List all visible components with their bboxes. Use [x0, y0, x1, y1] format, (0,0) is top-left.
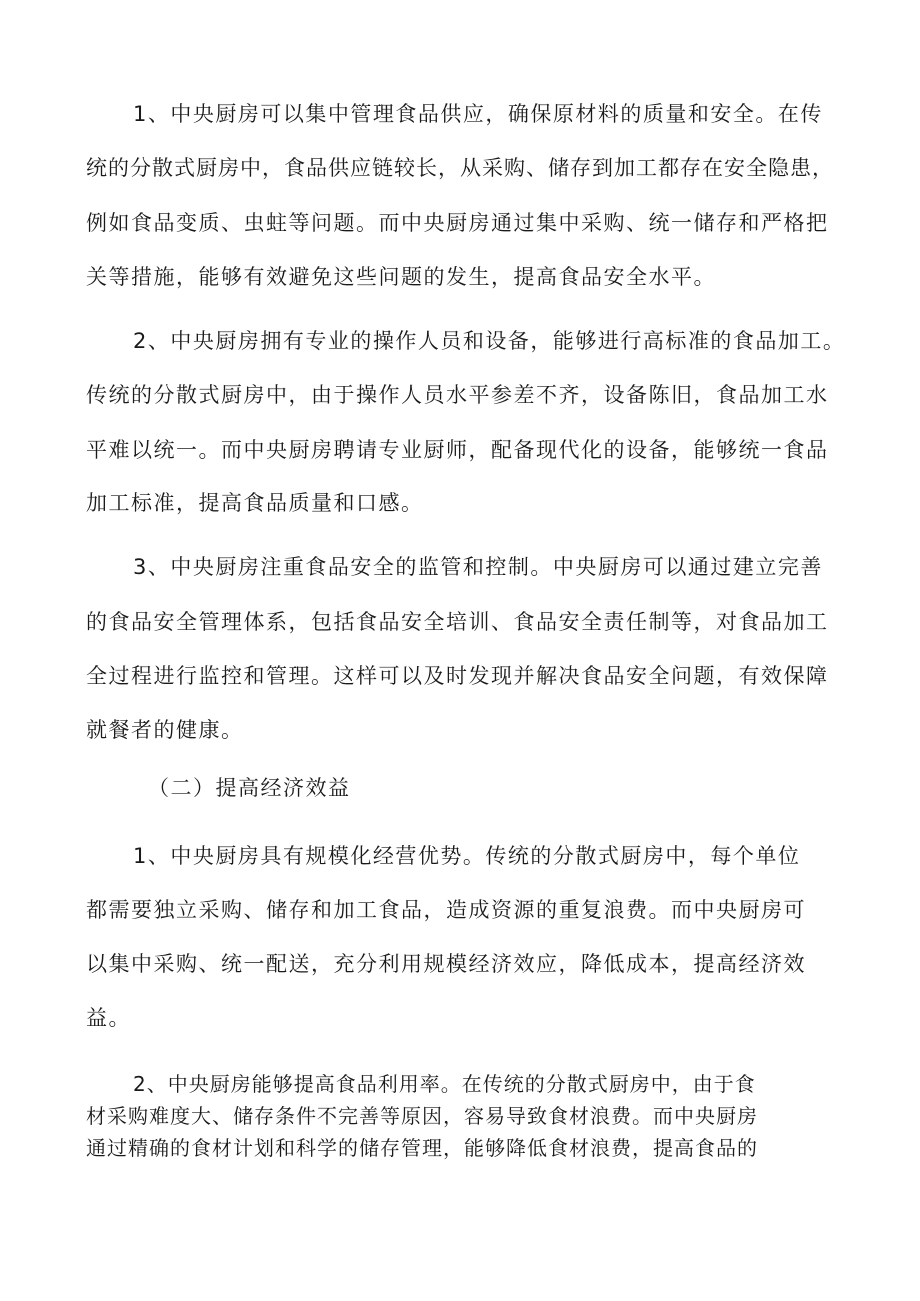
paragraph-5-line-1: 2、中央厨房能够提高食品利用率。在传统的分散式厨房中，由于食 [133, 1072, 756, 1096]
paragraph-2-line-4: 加工标准，提高食品质量和口感。 [86, 491, 424, 515]
paragraph-1-line-1: 1、中央厨房可以集中管理食品供应，确保原材料的质量和安全。在传 [133, 102, 823, 126]
paragraph-2-line-3: 平难以统一。而中央厨房聘请专业厨师，配备现代化的设备，能够统一食品 [86, 438, 829, 462]
paragraph-1-line-4: 关等措施，能够有效避免这些问题的发生，提高食品安全水平。 [86, 265, 716, 289]
paragraph-5-line-2: 材采购难度大、储存条件不完善等原因，容易导致食材浪费。而中央厨房 [86, 1104, 758, 1128]
paragraph-3-line-1: 3、中央厨房注重食品安全的监管和控制。中央厨房可以通过建立完善 [133, 555, 823, 579]
paragraph-4-line-4: 益。 [86, 1006, 131, 1030]
paragraph-4-line-3: 以集中采购、统一配送，充分利用规模经济效应，降低成本，提高经济效 [86, 952, 806, 976]
paragraph-3-line-4: 就餐者的健康。 [86, 718, 244, 742]
paragraph-4-line-2: 都需要独立采购、储存和加工食品，造成资源的重复浪费。而中央厨房可 [86, 898, 806, 922]
paragraph-1-line-2: 统的分散式厨房中，食品供应链较长，从采购、储存到加工都存在安全隐患， [86, 156, 834, 180]
paragraph-4-line-1: 1、中央厨房具有规模化经营优势。传统的分散式厨房中，每个单位 [133, 844, 801, 868]
paragraph-3-line-2: 的食品安全管理体系，包括食品安全培训、食品安全责任制等，对食品加工 [86, 610, 829, 634]
paragraph-5-line-3: 通过精确的食材计划和科学的储存管理，能够降低食材浪费，提高食品的 [86, 1136, 758, 1160]
paragraph-3-line-3: 全过程进行监控和管理。这样可以及时发现并解决食品安全问题，有效保障 [86, 664, 829, 688]
section-heading: （二）提高经济效益 [148, 776, 351, 800]
paragraph-2-line-1: 2、中央厨房拥有专业的操作人员和设备，能够进行高标准的食品加工。 [133, 329, 846, 353]
paragraph-1-line-3: 例如食品变质、虫蛀等问题。而中央厨房通过集中采购、统一储存和严格把 [86, 211, 829, 235]
paragraph-2-line-2: 传统的分散式厨房中，由于操作人员水平参差不齐，设备陈旧，食品加工水 [86, 383, 829, 407]
